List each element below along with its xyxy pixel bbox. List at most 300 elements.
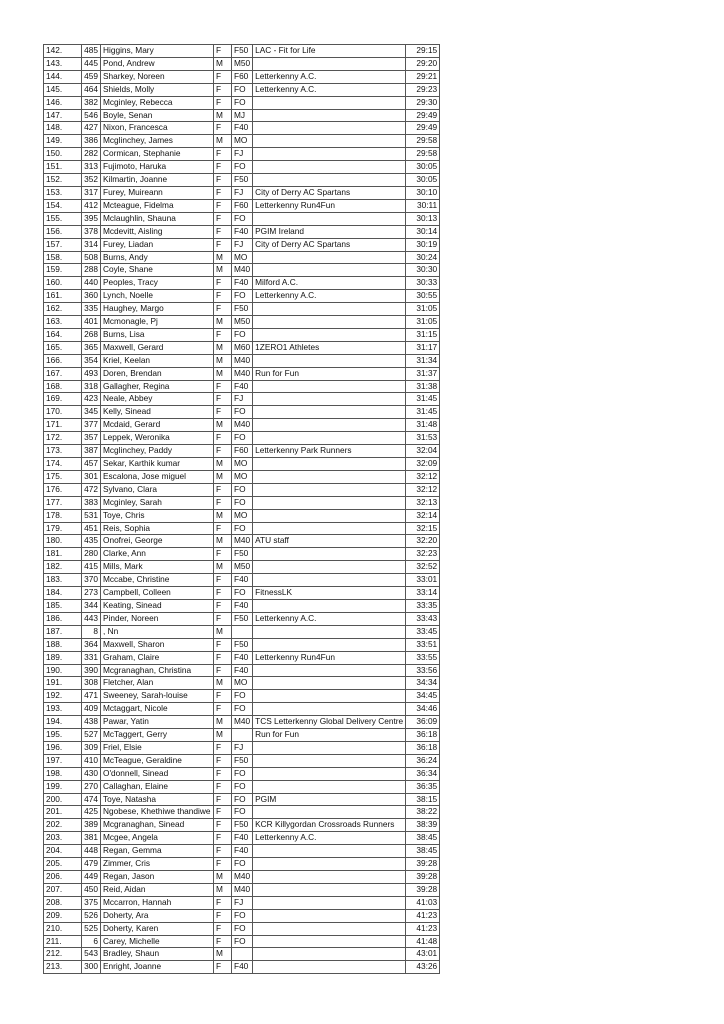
club-cell: Run for Fun (253, 729, 406, 742)
position-cell: 203. (44, 832, 82, 845)
runner-name-cell: Maxwell, Sharon (101, 638, 214, 651)
category-cell: MO (232, 135, 253, 148)
table-row (44, 277, 440, 290)
table-row (44, 677, 440, 690)
runner-name-cell: Fletcher, Alan (101, 677, 214, 690)
runner-name-cell: Friel, Elsie (101, 741, 214, 754)
bib-number-cell: 268 (82, 328, 101, 341)
table-row (44, 174, 440, 187)
bib-number-cell: 471 (82, 690, 101, 703)
finish-time-cell: 29:23 (406, 83, 440, 96)
finish-time-cell: 41:23 (406, 909, 440, 922)
gender-cell: F (214, 961, 232, 974)
position-cell: 201. (44, 806, 82, 819)
gender-cell: F (214, 858, 232, 871)
position-cell: 186. (44, 612, 82, 625)
finish-time-cell: 31:45 (406, 393, 440, 406)
bib-number-cell: 344 (82, 599, 101, 612)
table-row (44, 599, 440, 612)
finish-time-cell: 33:01 (406, 574, 440, 587)
bib-number-cell: 440 (82, 277, 101, 290)
runner-name-cell: Graham, Claire (101, 651, 214, 664)
position-cell: 158. (44, 251, 82, 264)
table-row (44, 303, 440, 316)
finish-time-cell: 31:48 (406, 419, 440, 432)
gender-cell: F (214, 45, 232, 58)
category-cell: MJ (232, 109, 253, 122)
bib-number-cell: 300 (82, 961, 101, 974)
category-cell: FO (232, 690, 253, 703)
gender-cell: F (214, 587, 232, 600)
bib-number-cell: 370 (82, 574, 101, 587)
club-cell (253, 251, 406, 264)
category-cell: M40 (232, 871, 253, 884)
gender-cell: M (214, 316, 232, 329)
finish-time-cell: 33:55 (406, 651, 440, 664)
club-cell (253, 393, 406, 406)
gender-cell: M (214, 677, 232, 690)
club-cell (253, 483, 406, 496)
finish-time-cell: 38:45 (406, 832, 440, 845)
category-cell: FO (232, 522, 253, 535)
finish-time-cell: 38:45 (406, 845, 440, 858)
bib-number-cell: 395 (82, 212, 101, 225)
club-cell (253, 599, 406, 612)
category-cell: FO (232, 935, 253, 948)
club-cell (253, 122, 406, 135)
finish-time-cell: 32:04 (406, 445, 440, 458)
position-cell: 166. (44, 354, 82, 367)
category-cell: FO (232, 328, 253, 341)
position-cell: 161. (44, 290, 82, 303)
table-row (44, 328, 440, 341)
gender-cell: F (214, 277, 232, 290)
position-cell: 212. (44, 948, 82, 961)
runner-name-cell: Mclaughlin, Shauna (101, 212, 214, 225)
runner-name-cell: Toye, Chris (101, 509, 214, 522)
bib-number-cell: 301 (82, 470, 101, 483)
bib-number-cell: 412 (82, 199, 101, 212)
position-cell: 162. (44, 303, 82, 316)
category-cell: FO (232, 922, 253, 935)
bib-number-cell: 546 (82, 109, 101, 122)
table-row (44, 380, 440, 393)
table-row (44, 625, 440, 638)
position-cell: 173. (44, 445, 82, 458)
position-cell: 208. (44, 896, 82, 909)
runner-name-cell: Shields, Molly (101, 83, 214, 96)
position-cell: 206. (44, 871, 82, 884)
runner-name-cell: Regan, Gemma (101, 845, 214, 858)
club-cell: City of Derry AC Spartans (253, 238, 406, 251)
table-row (44, 122, 440, 135)
runner-name-cell: McTaggert, Gerry (101, 729, 214, 742)
runner-name-cell: Lynch, Noelle (101, 290, 214, 303)
position-cell: 194. (44, 716, 82, 729)
bib-number-cell: 390 (82, 664, 101, 677)
position-cell: 196. (44, 741, 82, 754)
category-cell: FO (232, 858, 253, 871)
club-cell (253, 509, 406, 522)
gender-cell: F (214, 186, 232, 199)
table-row (44, 496, 440, 509)
table-row (44, 45, 440, 58)
bib-number-cell: 314 (82, 238, 101, 251)
club-cell: Letterkenny Run4Fun (253, 651, 406, 664)
category-cell: FO (232, 767, 253, 780)
finish-time-cell: 36:24 (406, 754, 440, 767)
finish-time-cell: 32:09 (406, 458, 440, 471)
bib-number-cell: 423 (82, 393, 101, 406)
table-row (44, 909, 440, 922)
gender-cell: M (214, 135, 232, 148)
results-table-body (44, 45, 440, 974)
gender-cell: F (214, 793, 232, 806)
finish-time-cell: 32:15 (406, 522, 440, 535)
finish-time-cell: 34:45 (406, 690, 440, 703)
category-cell: MO (232, 509, 253, 522)
position-cell: 156. (44, 225, 82, 238)
gender-cell: F (214, 393, 232, 406)
runner-name-cell: Doherty, Ara (101, 909, 214, 922)
gender-cell: M (214, 470, 232, 483)
category-cell: FO (232, 587, 253, 600)
bib-number-cell: 389 (82, 819, 101, 832)
finish-time-cell: 30:11 (406, 199, 440, 212)
category-cell: FO (232, 406, 253, 419)
bib-number-cell: 485 (82, 45, 101, 58)
position-cell: 144. (44, 70, 82, 83)
runner-name-cell: Pond, Andrew (101, 57, 214, 70)
table-row (44, 780, 440, 793)
gender-cell: F (214, 845, 232, 858)
category-cell: F50 (232, 174, 253, 187)
finish-time-cell: 31:37 (406, 367, 440, 380)
table-row (44, 522, 440, 535)
finish-time-cell: 41:48 (406, 935, 440, 948)
gender-cell: F (214, 741, 232, 754)
position-cell: 197. (44, 754, 82, 767)
gender-cell: F (214, 445, 232, 458)
position-cell: 198. (44, 767, 82, 780)
club-cell: PGIM Ireland (253, 225, 406, 238)
bib-number-cell: 313 (82, 161, 101, 174)
position-cell: 143. (44, 57, 82, 70)
category-cell: F50 (232, 45, 253, 58)
position-cell: 155. (44, 212, 82, 225)
position-cell: 157. (44, 238, 82, 251)
category-cell: MO (232, 251, 253, 264)
position-cell: 172. (44, 432, 82, 445)
club-cell (253, 470, 406, 483)
gender-cell: F (214, 70, 232, 83)
finish-time-cell: 29:21 (406, 70, 440, 83)
runner-name-cell: Sekar, Karthik kumar (101, 458, 214, 471)
runner-name-cell: Pinder, Noreen (101, 612, 214, 625)
position-cell: 163. (44, 316, 82, 329)
category-cell: M50 (232, 57, 253, 70)
position-cell: 147. (44, 109, 82, 122)
table-row (44, 109, 440, 122)
finish-time-cell: 33:35 (406, 599, 440, 612)
table-row (44, 238, 440, 251)
gender-cell: F (214, 896, 232, 909)
category-cell: M40 (232, 883, 253, 896)
club-cell (253, 328, 406, 341)
category-cell: F50 (232, 303, 253, 316)
category-cell: F50 (232, 612, 253, 625)
finish-time-cell: 36:35 (406, 780, 440, 793)
table-row (44, 664, 440, 677)
position-cell: 207. (44, 883, 82, 896)
runner-name-cell: Mccarron, Hannah (101, 896, 214, 909)
finish-time-cell: 36:09 (406, 716, 440, 729)
category-cell: M40 (232, 716, 253, 729)
runner-name-cell: Campbell, Colleen (101, 587, 214, 600)
club-cell (253, 677, 406, 690)
category-cell: M40 (232, 419, 253, 432)
finish-time-cell: 29:58 (406, 148, 440, 161)
runner-name-cell: Leppek, Weronika (101, 432, 214, 445)
runner-name-cell: Sharkey, Noreen (101, 70, 214, 83)
table-row (44, 883, 440, 896)
club-cell (253, 561, 406, 574)
table-row (44, 703, 440, 716)
runner-name-cell: Kilmartin, Joanne (101, 174, 214, 187)
gender-cell: F (214, 651, 232, 664)
gender-cell: F (214, 122, 232, 135)
club-cell: Letterkenny A.C. (253, 290, 406, 303)
finish-time-cell: 43:01 (406, 948, 440, 961)
table-row (44, 458, 440, 471)
gender-cell: F (214, 754, 232, 767)
position-cell: 180. (44, 535, 82, 548)
finish-time-cell: 31:34 (406, 354, 440, 367)
finish-time-cell: 33:45 (406, 625, 440, 638)
bib-number-cell: 409 (82, 703, 101, 716)
table-row (44, 548, 440, 561)
runner-name-cell: Maxwell, Gerard (101, 341, 214, 354)
category-cell: F40 (232, 664, 253, 677)
gender-cell: F (214, 935, 232, 948)
club-cell: Letterkenny Run4Fun (253, 199, 406, 212)
runner-name-cell: Zimmer, Cris (101, 858, 214, 871)
gender-cell: F (214, 328, 232, 341)
club-cell (253, 406, 406, 419)
club-cell: Letterkenny A.C. (253, 612, 406, 625)
position-cell: 160. (44, 277, 82, 290)
position-cell: 165. (44, 341, 82, 354)
table-row (44, 225, 440, 238)
category-cell: FO (232, 83, 253, 96)
category-cell: FO (232, 806, 253, 819)
gender-cell: F (214, 174, 232, 187)
category-cell: F50 (232, 638, 253, 651)
finish-time-cell: 31:17 (406, 341, 440, 354)
category-cell: FJ (232, 238, 253, 251)
bib-number-cell: 445 (82, 57, 101, 70)
category-cell: F40 (232, 845, 253, 858)
gender-cell: F (214, 599, 232, 612)
gender-cell: F (214, 767, 232, 780)
category-cell: FO (232, 496, 253, 509)
runner-name-cell: Escalona, Jose miguel (101, 470, 214, 483)
table-row (44, 96, 440, 109)
category-cell: F40 (232, 574, 253, 587)
table-row (44, 845, 440, 858)
gender-cell: F (214, 303, 232, 316)
gender-cell: M (214, 57, 232, 70)
gender-cell: M (214, 264, 232, 277)
position-cell: 213. (44, 961, 82, 974)
table-row (44, 948, 440, 961)
table-row (44, 961, 440, 974)
club-cell (253, 419, 406, 432)
finish-time-cell: 33:56 (406, 664, 440, 677)
position-cell: 154. (44, 199, 82, 212)
bib-number-cell: 6 (82, 935, 101, 948)
category-cell: MO (232, 458, 253, 471)
category-cell: FO (232, 780, 253, 793)
finish-time-cell: 34:34 (406, 677, 440, 690)
gender-cell: F (214, 922, 232, 935)
bib-number-cell: 357 (82, 432, 101, 445)
gender-cell: F (214, 832, 232, 845)
club-cell (253, 174, 406, 187)
table-row (44, 393, 440, 406)
runner-name-cell: Mcdaid, Gerard (101, 419, 214, 432)
table-row (44, 264, 440, 277)
table-row (44, 83, 440, 96)
club-cell (253, 883, 406, 896)
table-row (44, 251, 440, 264)
finish-time-cell: 36:18 (406, 741, 440, 754)
finish-time-cell: 30:33 (406, 277, 440, 290)
bib-number-cell: 401 (82, 316, 101, 329)
table-row (44, 612, 440, 625)
bib-number-cell: 508 (82, 251, 101, 264)
runner-name-cell: Mcgee, Angela (101, 832, 214, 845)
position-cell: 185. (44, 599, 82, 612)
finish-time-cell: 39:28 (406, 883, 440, 896)
runner-name-cell: Kriel, Keelan (101, 354, 214, 367)
table-row (44, 432, 440, 445)
bib-number-cell: 443 (82, 612, 101, 625)
gender-cell: F (214, 574, 232, 587)
bib-number-cell: 375 (82, 896, 101, 909)
table-row (44, 341, 440, 354)
bib-number-cell: 345 (82, 406, 101, 419)
runner-name-cell: Boyle, Senan (101, 109, 214, 122)
gender-cell: F (214, 690, 232, 703)
table-row (44, 199, 440, 212)
category-cell: F40 (232, 380, 253, 393)
finish-time-cell: 30:10 (406, 186, 440, 199)
bib-number-cell: 457 (82, 458, 101, 471)
runner-name-cell: Pawar, Yatin (101, 716, 214, 729)
bib-number-cell: 386 (82, 135, 101, 148)
finish-time-cell: 31:05 (406, 303, 440, 316)
bib-number-cell: 288 (82, 264, 101, 277)
bib-number-cell: 435 (82, 535, 101, 548)
gender-cell: F (214, 806, 232, 819)
bib-number-cell: 308 (82, 677, 101, 690)
bib-number-cell: 451 (82, 522, 101, 535)
table-row (44, 57, 440, 70)
club-cell: FitnessLK (253, 587, 406, 600)
table-row (44, 754, 440, 767)
runner-name-cell: Mcgranaghan, Christina (101, 664, 214, 677)
runner-name-cell: , Nn (101, 625, 214, 638)
finish-time-cell: 31:15 (406, 328, 440, 341)
category-cell: M40 (232, 354, 253, 367)
position-cell: 192. (44, 690, 82, 703)
gender-cell: F (214, 909, 232, 922)
finish-time-cell: 29:30 (406, 96, 440, 109)
finish-time-cell: 29:15 (406, 45, 440, 58)
runner-name-cell: Keating, Sinead (101, 599, 214, 612)
table-row (44, 651, 440, 664)
bib-number-cell: 493 (82, 367, 101, 380)
bib-number-cell: 378 (82, 225, 101, 238)
finish-time-cell: 41:23 (406, 922, 440, 935)
runner-name-cell: Toye, Natasha (101, 793, 214, 806)
category-cell: F60 (232, 70, 253, 83)
finish-time-cell: 31:38 (406, 380, 440, 393)
table-row (44, 470, 440, 483)
club-cell: KCR Killygordan Crossroads Runners (253, 819, 406, 832)
gender-cell: M (214, 354, 232, 367)
bib-number-cell: 525 (82, 922, 101, 935)
club-cell (253, 96, 406, 109)
position-cell: 202. (44, 819, 82, 832)
gender-cell: F (214, 96, 232, 109)
club-cell: Letterkenny Park Runners (253, 445, 406, 458)
table-row (44, 483, 440, 496)
table-row (44, 858, 440, 871)
gender-cell: F (214, 703, 232, 716)
position-cell: 182. (44, 561, 82, 574)
category-cell: FO (232, 161, 253, 174)
position-cell: 193. (44, 703, 82, 716)
club-cell (253, 909, 406, 922)
club-cell: Letterkenny A.C. (253, 83, 406, 96)
bib-number-cell: 331 (82, 651, 101, 664)
bib-number-cell: 531 (82, 509, 101, 522)
table-row (44, 638, 440, 651)
finish-time-cell: 33:14 (406, 587, 440, 600)
gender-cell: M (214, 458, 232, 471)
table-row (44, 419, 440, 432)
club-cell (253, 638, 406, 651)
gender-cell: F (214, 496, 232, 509)
club-cell (253, 496, 406, 509)
gender-cell: M (214, 419, 232, 432)
table-row (44, 148, 440, 161)
club-cell (253, 935, 406, 948)
runner-name-cell: Coyle, Shane (101, 264, 214, 277)
gender-cell: F (214, 638, 232, 651)
position-cell: 151. (44, 161, 82, 174)
position-cell: 189. (44, 651, 82, 664)
runner-name-cell: Carey, Michelle (101, 935, 214, 948)
bib-number-cell: 317 (82, 186, 101, 199)
finish-time-cell: 29:20 (406, 57, 440, 70)
club-cell: PGIM (253, 793, 406, 806)
position-cell: 149. (44, 135, 82, 148)
category-cell: FJ (232, 896, 253, 909)
bib-number-cell: 273 (82, 587, 101, 600)
